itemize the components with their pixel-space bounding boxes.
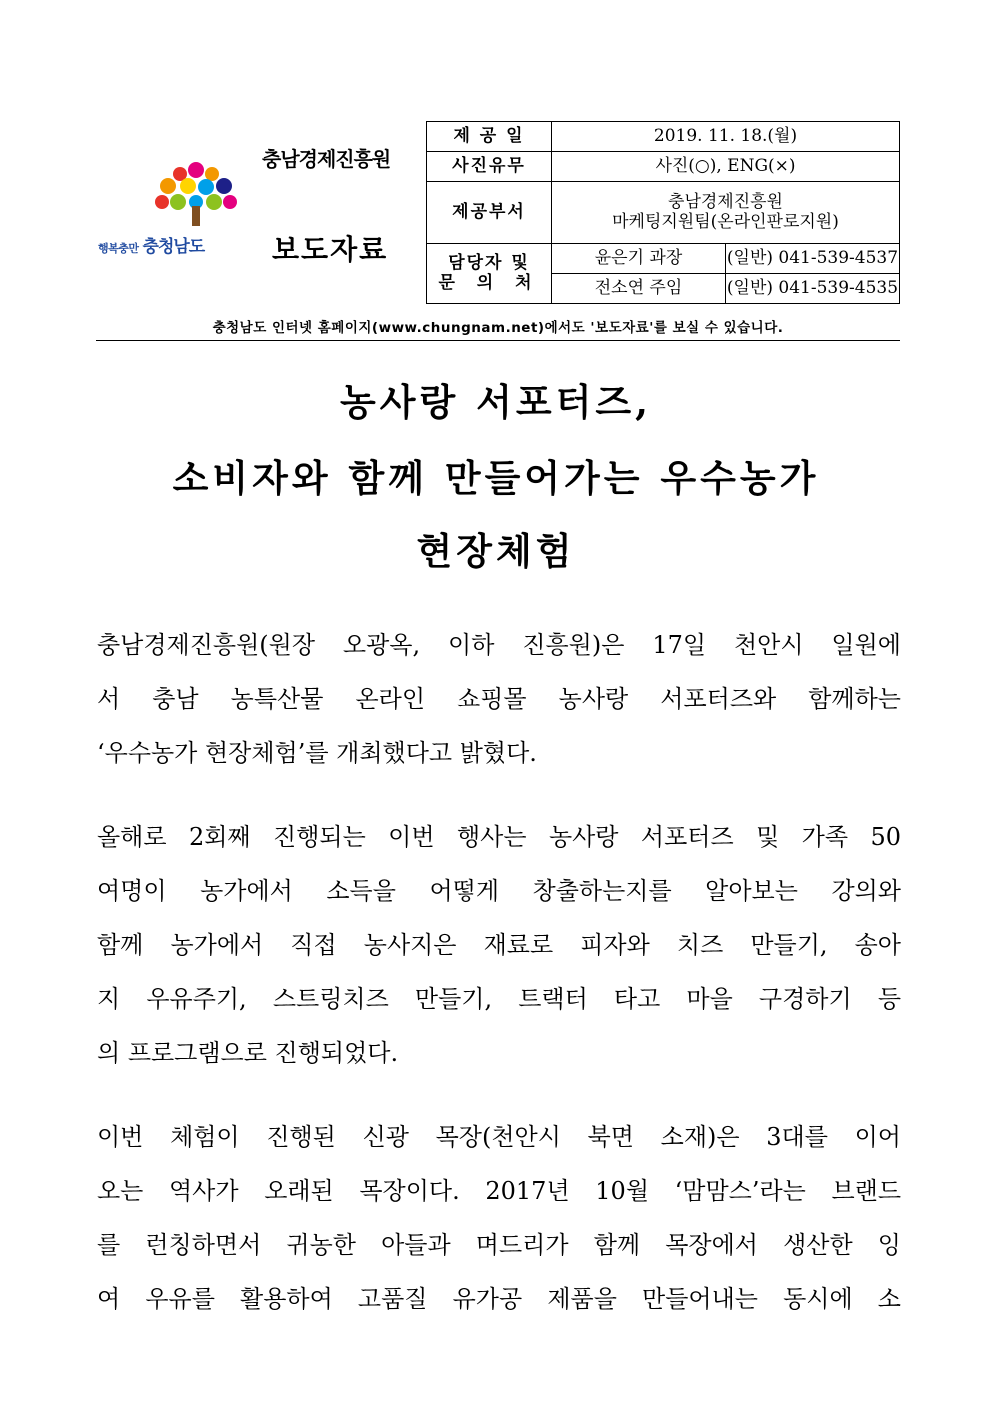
photo-value: 사진(○), ENG(×) — [552, 152, 900, 182]
table-row — [427, 244, 900, 274]
paragraph-line: ‘우수농가 현장체험’를 개최했다고 밝혔다. — [97, 739, 537, 767]
paragraph-line: 충남경제진흥원(원장 오광옥, 이하 진흥원)은 17일 천안시 일원에 — [97, 631, 901, 659]
contact-label-line-2: 문 의 처 — [438, 272, 540, 293]
provided-date-label: 제 공 일 — [427, 122, 552, 152]
body-paragraph-2 — [97, 810, 901, 1080]
logo-name: 충청남도 — [142, 237, 205, 257]
photo-label: 사진유무 — [427, 152, 552, 182]
logo-wordmark — [98, 232, 248, 257]
paragraph-line: 여명이 농가에서 소득을 어떻게 창출하는지를 알아보는 강의와 — [97, 877, 901, 905]
dept-line-2: 마케팅지원팀(온라인판로지원) — [612, 211, 839, 232]
dept-label: 제공부서 — [427, 182, 552, 244]
table-row — [427, 182, 900, 244]
headline-line-1: 농사랑 서포터즈, — [340, 380, 652, 424]
contact-label-line-1: 담당자 및 — [448, 252, 530, 273]
headline-line-3: 현장체험 — [416, 529, 576, 573]
paragraph-line: 를 런칭하면서 귀농한 아들과 며드리가 함께 목장에서 생산한 잉 — [97, 1231, 901, 1259]
contact-name: 전소연 주임 — [552, 274, 726, 304]
logo-slogan: 행복충만 — [98, 242, 139, 255]
dept-value — [552, 182, 900, 244]
table-row — [427, 122, 900, 152]
dept-line-1: 충남경제진흥원 — [668, 191, 783, 212]
contact-phone: (일반) 041-539-4535 — [726, 274, 900, 304]
body-paragraph-3 — [97, 1110, 901, 1326]
paragraph-line: 여 우유를 활용하여 고품질 유가공 제품을 만들어내는 동시에 소 — [97, 1285, 901, 1313]
provided-date-value: 2019. 11. 18.(월) — [552, 122, 900, 152]
headline-line-2: 소비자와 함께 만들어가는 우수농가 — [172, 456, 820, 500]
contact-name: 윤은기 과장 — [552, 244, 726, 274]
tree-logo-icon — [150, 160, 242, 232]
paragraph-line: 올해로 2회째 진행되는 이번 행사는 농사랑 서포터즈 및 가족 50 — [97, 823, 901, 851]
paragraph-line: 이번 체험이 진행된 신광 목장(천안시 북면 소재)은 3대를 이어 — [97, 1123, 901, 1151]
paragraph-line: 지 우유주기, 스트링치즈 만들기, 트랙터 타고 마을 구경하기 등 — [97, 985, 901, 1013]
paragraph-line: 의 프로그램으로 진행되었다. — [97, 1039, 399, 1067]
paragraph-line: 서 충남 농특산물 온라인 쇼핑몰 농사랑 서포터즈와 함께하는 — [97, 685, 901, 713]
contact-phone: (일반) 041-539-4537 — [726, 244, 900, 274]
table-row — [427, 152, 900, 182]
press-info-table — [426, 121, 900, 304]
paragraph-line: 오는 역사가 오래된 목장이다. 2017년 10월 ‘맘맘스’라는 브랜드 — [97, 1177, 901, 1205]
document-type: 보도자료 — [272, 233, 389, 266]
contact-label — [427, 244, 552, 304]
homepage-notice: 충청남도 인터넷 홈페이지(www.chungnam.net)에서도 '보도자료'를 보실 수 있습니다. — [212, 320, 784, 336]
divider — [96, 340, 900, 341]
organization-name: 충남경제진흥원 — [262, 147, 391, 171]
chungnam-logo — [98, 160, 248, 260]
body-paragraph-1 — [97, 618, 901, 780]
paragraph-line: 함께 농가에서 직접 농사지은 재료로 피자와 치즈 만들기, 송아 — [97, 931, 901, 959]
